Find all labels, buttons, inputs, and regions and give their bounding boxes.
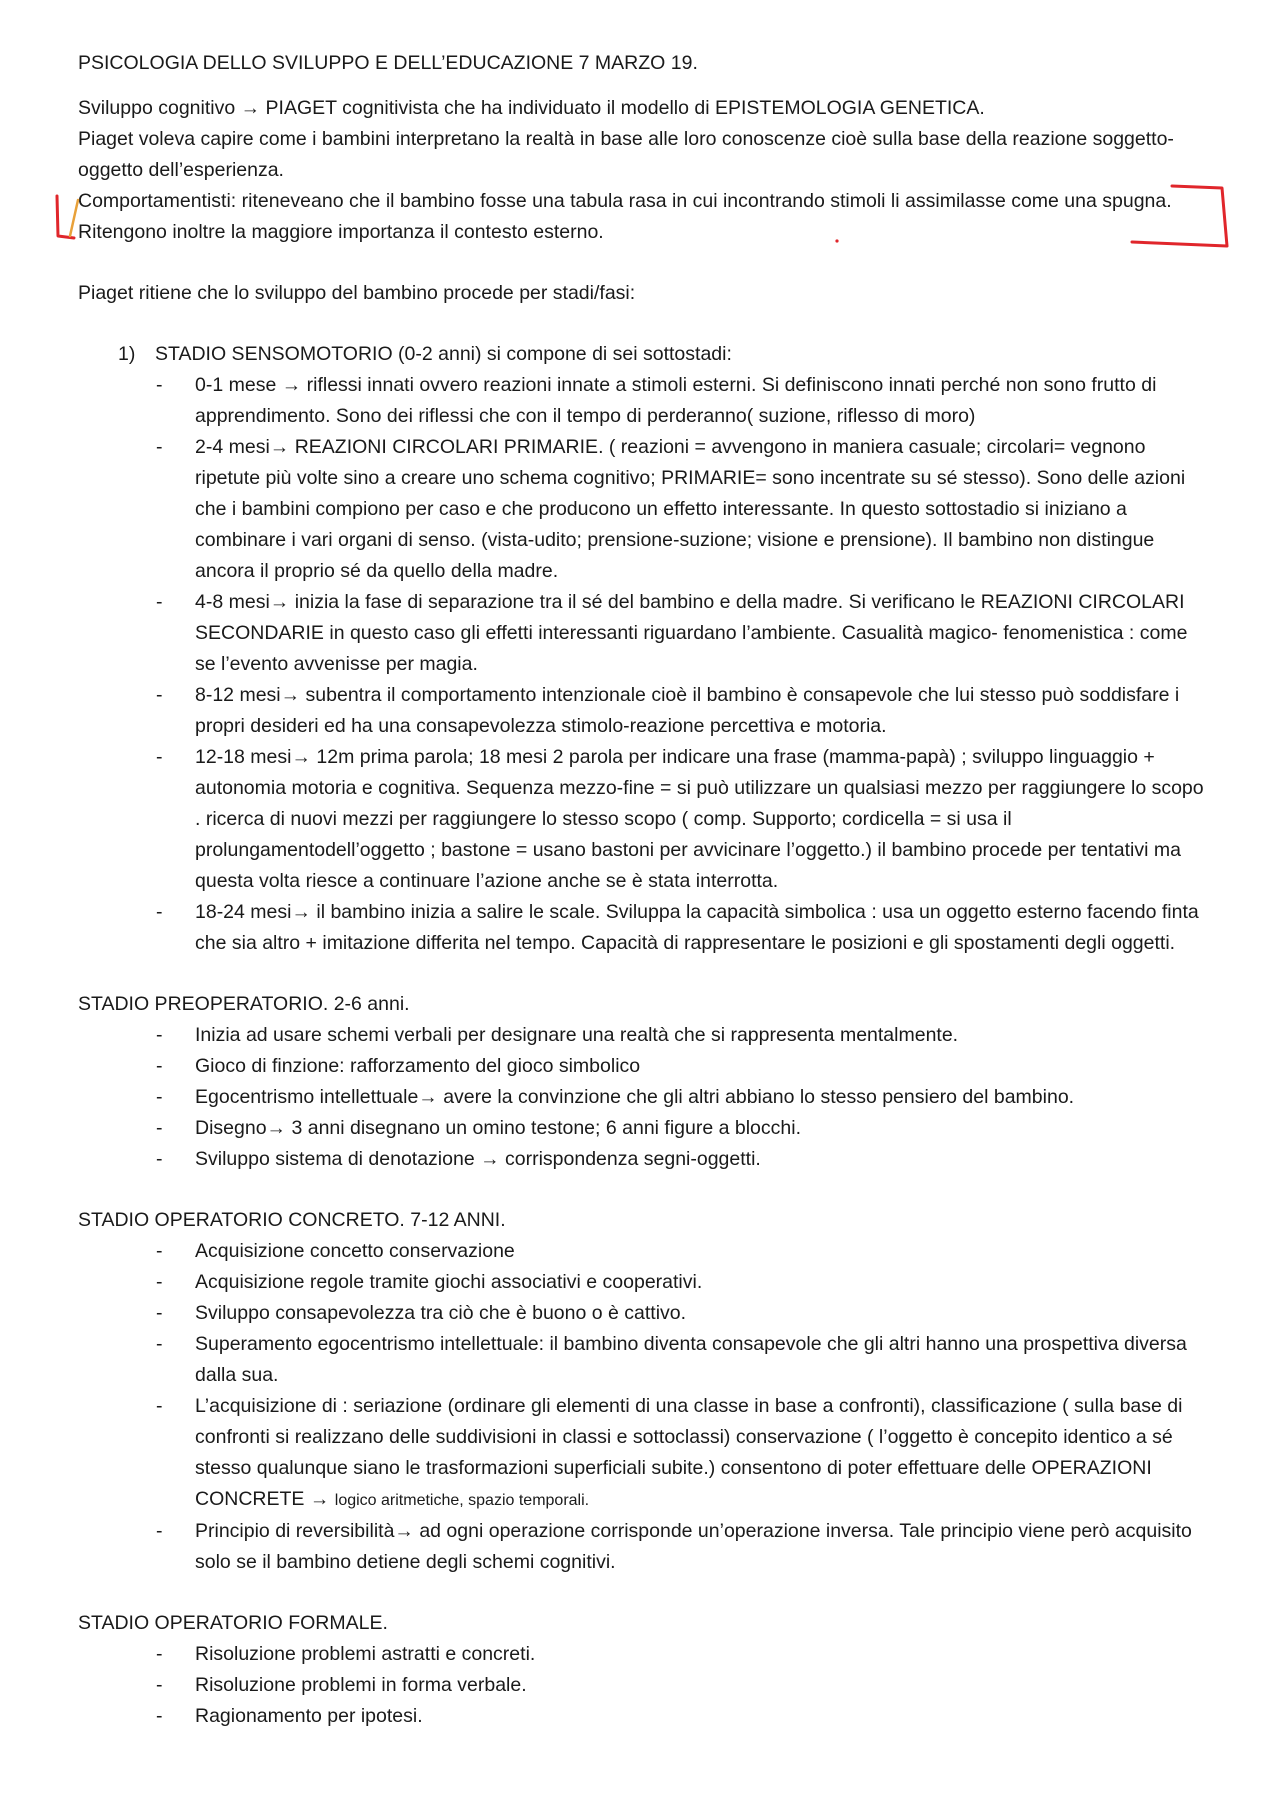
list-item: - Gioco di finzione: rafforzamento del gioco simbolico [78, 1051, 1208, 1082]
left-slash-mark [70, 200, 78, 236]
list-item: - Risoluzione problemi in forma verbale. [78, 1670, 1208, 1701]
stage-3-list [78, 1236, 1208, 1578]
stage-4-list [78, 1639, 1208, 1732]
list-item: - Sviluppo consapevolezza tra ciò che è buono o è cattivo. [78, 1298, 1208, 1329]
intro-line-2: Piaget voleva capire come i bambini interpretano la realtà in base alle loro conoscenze cioè sulla base della reazione soggetto- oggetto dell’esperienza. [78, 128, 1174, 181]
stage-1-title: STADIO SENSOMOTORIO (0-2 anni) si compone di sei sottostadi: [155, 343, 732, 365]
list-item: - 8-12 mesi→ subentra il comportamento intenzionale cioè il bambino è consapevole che lui stesso può soddisfare i propri desideri ed ha una consapevolezza stimolo-reazione percettiva e motoria. [78, 680, 1208, 742]
list-item: - 2-4 mesi→ REAZIONI CIRCOLARI PRIMARIE. ( reazioni = avvengono in maniera casuale; circolari= vegnono ripetute più volte sino a creare uno schema cognitivo; PRIMARIE= sono incentrate su sé stesso). Sono delle azioni che i bambini compiono per caso e che producono un effetto interessante. In questo sottostadio si iniziano a combinare i vari organi di senso. (vista-udito; prensione-suzione; visione e prensione). Il bambino non distingue ancora il proprio sé da quello della madre. [78, 432, 1208, 587]
list-item [78, 1391, 1208, 1516]
intro-line-3: Comportamentisti: riteneveano che il bambino fosse una tabula rasa in cui incontrando stimoli li assimilasse come una spugna. Ritengono inoltre la maggiore importanza il contesto esterno. [78, 190, 1172, 243]
stage-1-list [78, 370, 1208, 959]
list-item: - Ragionamento per ipotesi. [78, 1701, 1208, 1732]
list-item: - Disegno→ 3 anni disegnano un omino testone; 6 anni figure a blocchi. [78, 1113, 1208, 1144]
stage-1-heading [118, 339, 1208, 370]
stage-2-title: STADIO PREOPERATORIO. 2-6 anni. [78, 993, 410, 1015]
stage-3-title: STADIO OPERATORIO CONCRETO. 7-12 ANNI. [78, 1209, 506, 1231]
list-item-small-text: logico aritmetiche, spazio temporali. [334, 1492, 590, 1509]
list-item: - Sviluppo sistema di denotazione → corrispondenza segni-oggetti. [78, 1144, 1208, 1175]
stage-2-list [78, 1020, 1208, 1175]
list-item: - Superamento egocentrismo intellettuale: il bambino diventa consapevole che gli altri hanno una prospettiva diversa dalla sua. [78, 1329, 1208, 1391]
stage-4-title: STADIO OPERATORIO FORMALE. [78, 1612, 388, 1634]
list-item: - Acquisizione regole tramite giochi associativi e cooperativi. [78, 1267, 1208, 1298]
document-body [78, 48, 1208, 1732]
page-title: PSICOLOGIA DELLO SVILUPPO E DELL’EDUCAZIONE 7 MARZO 19. [78, 52, 698, 74]
list-item: - 18-24 mesi→ il bambino inizia a salire le scale. Sviluppa la capacità simbolica : usa un oggetto esterno facendo finta che sia altro + imitazione differita nel tempo. Capacità di rappresentare le posizioni e gli spostamenti degli oggetti. [78, 897, 1208, 959]
list-item: - Inizia ad usare schemi verbali per designare una realtà che si rappresenta mentalmente. [78, 1020, 1208, 1051]
list-item: - Principio di reversibilità→ ad ogni operazione corrisponde un’operazione inversa. Tale principio viene però acquisito solo se il bambino detiene degli schemi cognitivi. [78, 1516, 1208, 1578]
list-item: - 0-1 mese → riflessi innati ovvero reazioni innate a stimoli esterni. Si definiscono innati perché non sono frutto di apprendimento. Sono dei riflessi che con il tempo di perderanno( suzione, riflesso di moro) [78, 370, 1208, 432]
list-item: - 4-8 mesi→ inizia la fase di separazione tra il sé del bambino e della madre. Si verificano le REAZIONI CIRCOLARI SECONDARIE in questo caso gli effetti interessanti riguardano l’ambiente. Casualità magico- fenomenistica : come se l’evento avvenisse per magia. [78, 587, 1208, 680]
stage-1-number: 1) [118, 343, 136, 365]
stages-intro: Piaget ritiene che lo sviluppo del bambino procede per stadi/fasi: [78, 282, 636, 304]
list-item: - Risoluzione problemi astratti e concreti. [78, 1639, 1208, 1670]
list-item: - Acquisizione concetto conservazione [78, 1236, 1208, 1267]
list-item-text: L’acquisizione di : seriazione (ordinare gli elementi di una classe in base a confronti), classificazione ( sulla base di confronti si realizzano delle suddivisioni in classi e sottoclassi) conservazione ( l’oggetto è concepito identico a sé stesso qualunque siano le trasformazioni superficiali subite.) consentono di poter effettuare delle OPERAZIONI CONCRETE → [195, 1395, 1183, 1510]
intro-line-1: Sviluppo cognitivo → PIAGET cognitivista che ha individuato il modello di EPISTEMOLOGIA GENETICA. [78, 97, 985, 119]
list-item: - Egocentrismo intellettuale→ avere la convinzione che gli altri abbiano lo stesso pensiero del bambino. [78, 1082, 1208, 1113]
list-item: - 12-18 mesi→ 12m prima parola; 18 mesi 2 parola per indicare una frase (mamma-papà) ; sviluppo linguaggio + autonomia motoria e cognitiva. Sequenza mezzo-fine = si può utilizzare un qualsiasi mezzo per raggiungere lo scopo . ricerca di nuovi mezzi per raggiungere lo stesso scopo ( comp. Supporto; cordicella = si usa il prolungamentodell’oggetto ; bastone = usano bastoni per avvicinare l’oggetto.) il bambino procede per tentativi ma questa volta riesce a continuare l’azione anche se è stata interrotta. [78, 742, 1208, 897]
left-bracket-mark [57, 196, 74, 238]
